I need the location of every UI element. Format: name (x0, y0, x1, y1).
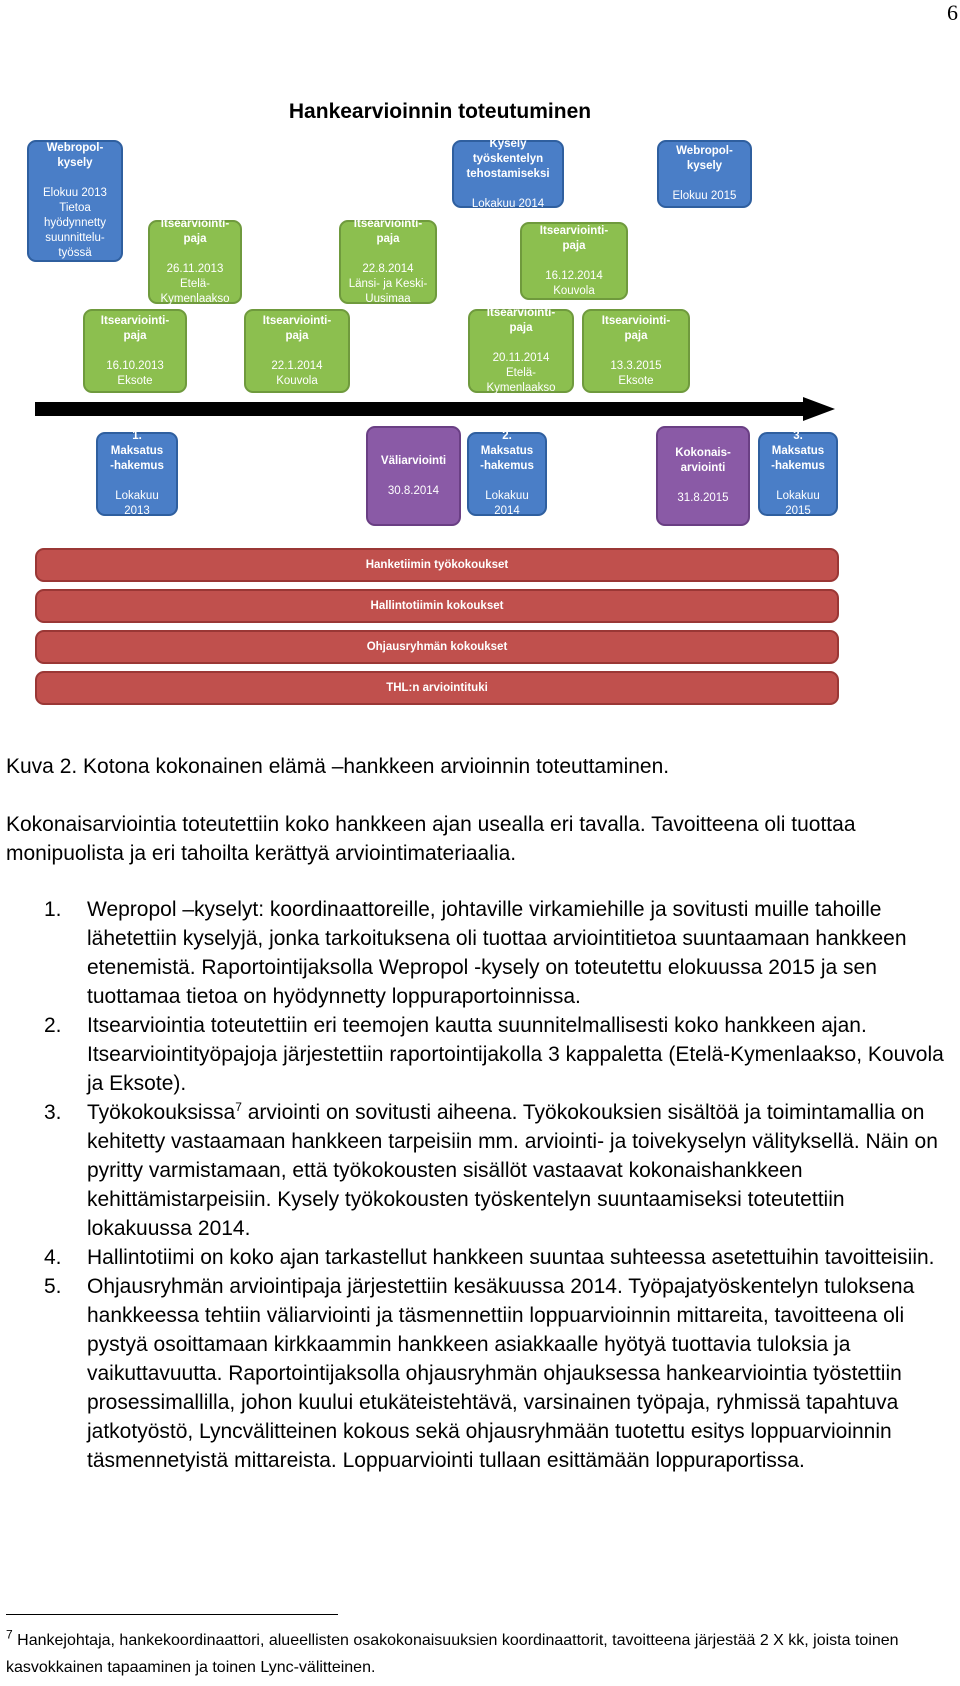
box-webropol-2015 (657, 140, 752, 208)
footnote (6, 1627, 956, 1681)
box-text: Elokuu 2015 (672, 190, 737, 202)
list-item (0, 1011, 955, 1098)
page-number: 6 (947, 0, 958, 25)
box-paja-2282014 (339, 220, 437, 304)
box-paja-16102013 (83, 309, 187, 393)
diagram-title: Hankearvioinnin toteutuminen (288, 100, 592, 123)
box-title: Itsearviointi- paja (160, 218, 230, 245)
box-title: Itsearviointi- paja (486, 307, 556, 334)
list-item (0, 1243, 955, 1272)
evaluation-list (0, 895, 955, 1475)
list-number: 1. (44, 898, 62, 921)
box-text: 13.3.2015 Eksote (610, 359, 662, 387)
list-number: 3. (44, 1101, 62, 1124)
box-text: Elokuu 2013 Tietoa hyödynnetty suunnittelu- työssä (43, 187, 107, 259)
list-text: Wepropol –kyselyt: koordinaattoreille, johtaville virkamiehille ja sovitusti muille tahoille lähetettiin kyselyjä, jonka tarkoituksena oli tuottaa arviointitietoa suuntaamaan hankkeen etenemistä. Raportointijaksolla Wepropol -kysely on toteutettu elokuussa 2015 ja sen tuottamaa tietoa on hyödynnetty loppuraportoinnissa. (87, 898, 907, 1008)
box-valiarviointi (366, 426, 461, 526)
box-paja-2212014 (244, 309, 350, 393)
box-title: 1. Maksatus -hakemus (110, 430, 164, 472)
list-item (0, 1272, 955, 1475)
list-text: Hallintotiimi on koko ajan tarkastellut hankkeen suuntaa suhteessa asetettuihin tavoitteisiin. (87, 1246, 935, 1269)
list-text: Itsearviointia toteutettiin eri teemojen kautta suunnitelmallisesti koko hankkeen ajan. Itsearviointityöpajoja järjestettiin raportointijakolla 3 kappaletta (Etelä-Kymenlaakso, Kouvola ja Eksote). (87, 1014, 944, 1095)
box-title: Itsearviointi- paja (539, 224, 609, 252)
list-number: 4. (44, 1246, 62, 1269)
bar-ohjausryhma: Ohjausryhmän kokoukset (35, 630, 839, 664)
box-webropol-2013 (27, 140, 123, 262)
box-title: Kokonais- arviointi (675, 447, 731, 474)
box-text: 16.12.2014 Kouvola (545, 269, 603, 297)
list-item (0, 1098, 955, 1243)
box-text: 22.1.2014 Kouvola (271, 359, 323, 387)
box-kysely-2014 (452, 137, 564, 210)
box-text: 22.8.2014 Länsi- ja Keski- Uusimaa (348, 263, 428, 305)
list-text: arviointi on sovitusti aiheena. Työkokouksien sisältöä ja toimintamallia on kehitetty vastaamaan hankkeen tarpeisiin mm. arviointi- ja toivekyselyn välityksellä. Näin on pyritty varmistamaan, että työkokousten sisällöt vastaavat kokonaishankkeen kehittämistarpeisiin. Kysely työkokousten työskentelyn suuntaamiseksi toteutettiin lokakuussa 2014. (87, 1101, 938, 1240)
box-text: Lokakuu 2013 (115, 490, 159, 517)
box-title: 2. Maksatus -hakemus (480, 430, 534, 472)
footnote-text: Hankejohtaja, hankekoordinaattori, alueellisten osakokonaisuuksien koordinaattorit, tavoitteena järjestää 2 X kk, joista toinen kasvokkainen tapaaminen ja toinen Lync-välitteinen. (6, 1632, 899, 1676)
box-kokonaisarviointi (656, 426, 750, 526)
box-text: 30.8.2014 (387, 484, 440, 497)
list-text: Ohjausryhmän arviointipaja järjestettiin kesäkuussa 2014. Työpajatyöskentelyn tuloksena hankkeessa tehtiin väliarviointi ja täsmennettiin loppuarvioinnin mittareita, tavoitteena oli pystyä osoittamaan kirkkaammin hankkeen asiakkaalle hyötyä tuottavia tuloksia ja vaikuttavuutta. Raportointijaksolla ohjausryhmän ohjauksessa hankearviointia työstettiin prosessimallilla, johon kuului etukäteistehtävä, varsinainen työpaja, ryhmissä tapahtuva jatkotyöstö, Lyncvälitteinen kokous sekä ohjausryhmään tuotettu esitys loppuarvioinnin täsmennetyistä mittareista. Loppuarviointi tullaan esittämään loppuraportissa. (87, 1275, 915, 1472)
box-paja-16122014 (520, 222, 628, 300)
box-paja-20112014 (468, 309, 574, 393)
box-maksatus-2 (467, 432, 547, 516)
box-text: 31.8.2015 (677, 492, 729, 504)
box-maksatus-3 (758, 432, 838, 516)
evaluation-diagram (0, 0, 960, 720)
box-paja-26112013 (148, 220, 242, 304)
box-title: Itsearviointi- paja (601, 314, 671, 342)
footnote-rule (6, 1614, 338, 1615)
bar-hanketiimi: Hanketiimin työkokoukset (35, 548, 839, 582)
list-number: 2. (44, 1014, 62, 1037)
intro-paragraph: Kokonaisarviointia toteutettiin koko hankkeen ajan usealla eri tavalla. Tavoitteena oli tuottaa monipuolista ja eri tahoilta kerättyä arviointimateriaalia. (6, 813, 856, 865)
list-text-before: Työkokouksissa (87, 1101, 236, 1124)
footnote-mark: 7 (6, 1627, 13, 1642)
list-number: 5. (44, 1275, 62, 1298)
box-title: Väliarviointi (380, 454, 447, 467)
box-title: Webropol- kysely (676, 145, 733, 172)
box-text: Lokakuu 2014 (485, 490, 529, 517)
box-text: 26.11.2013 Etelä- Kymenlaakso (160, 263, 230, 305)
box-title: Itsearviointi- paja (100, 314, 170, 342)
box-title: Kysely työskentelyn tehostamiseksi (466, 137, 550, 180)
box-maksatus-1 (96, 432, 178, 516)
footnote-ref[interactable]: 7 (235, 1100, 242, 1114)
timeline-arrow (35, 397, 835, 421)
box-title: 3. Maksatus -hakemus (771, 430, 825, 472)
bar-thl: THL:n arviointituki (35, 671, 839, 705)
box-title: Webropol- kysely (46, 142, 104, 169)
box-title: Itsearviointi- paja (353, 218, 423, 245)
bar-hallintotiimi: Hallintotiimin kokoukset (35, 589, 839, 623)
box-text: Lokakuu 2015 (776, 490, 820, 517)
box-title: Itsearviointi- paja (262, 314, 332, 342)
figure-caption: Kuva 2. Kotona kokonainen elämä –hankkeen arvioinnin toteuttaminen. (6, 755, 670, 778)
box-text: 16.10.2013 Eksote (106, 359, 164, 387)
box-text: 20.11.2014 Etelä- Kymenlaakso (486, 352, 556, 394)
box-paja-1332015 (582, 309, 690, 393)
box-text: Lokakuu 2014 (471, 197, 545, 210)
list-item (0, 895, 955, 1011)
